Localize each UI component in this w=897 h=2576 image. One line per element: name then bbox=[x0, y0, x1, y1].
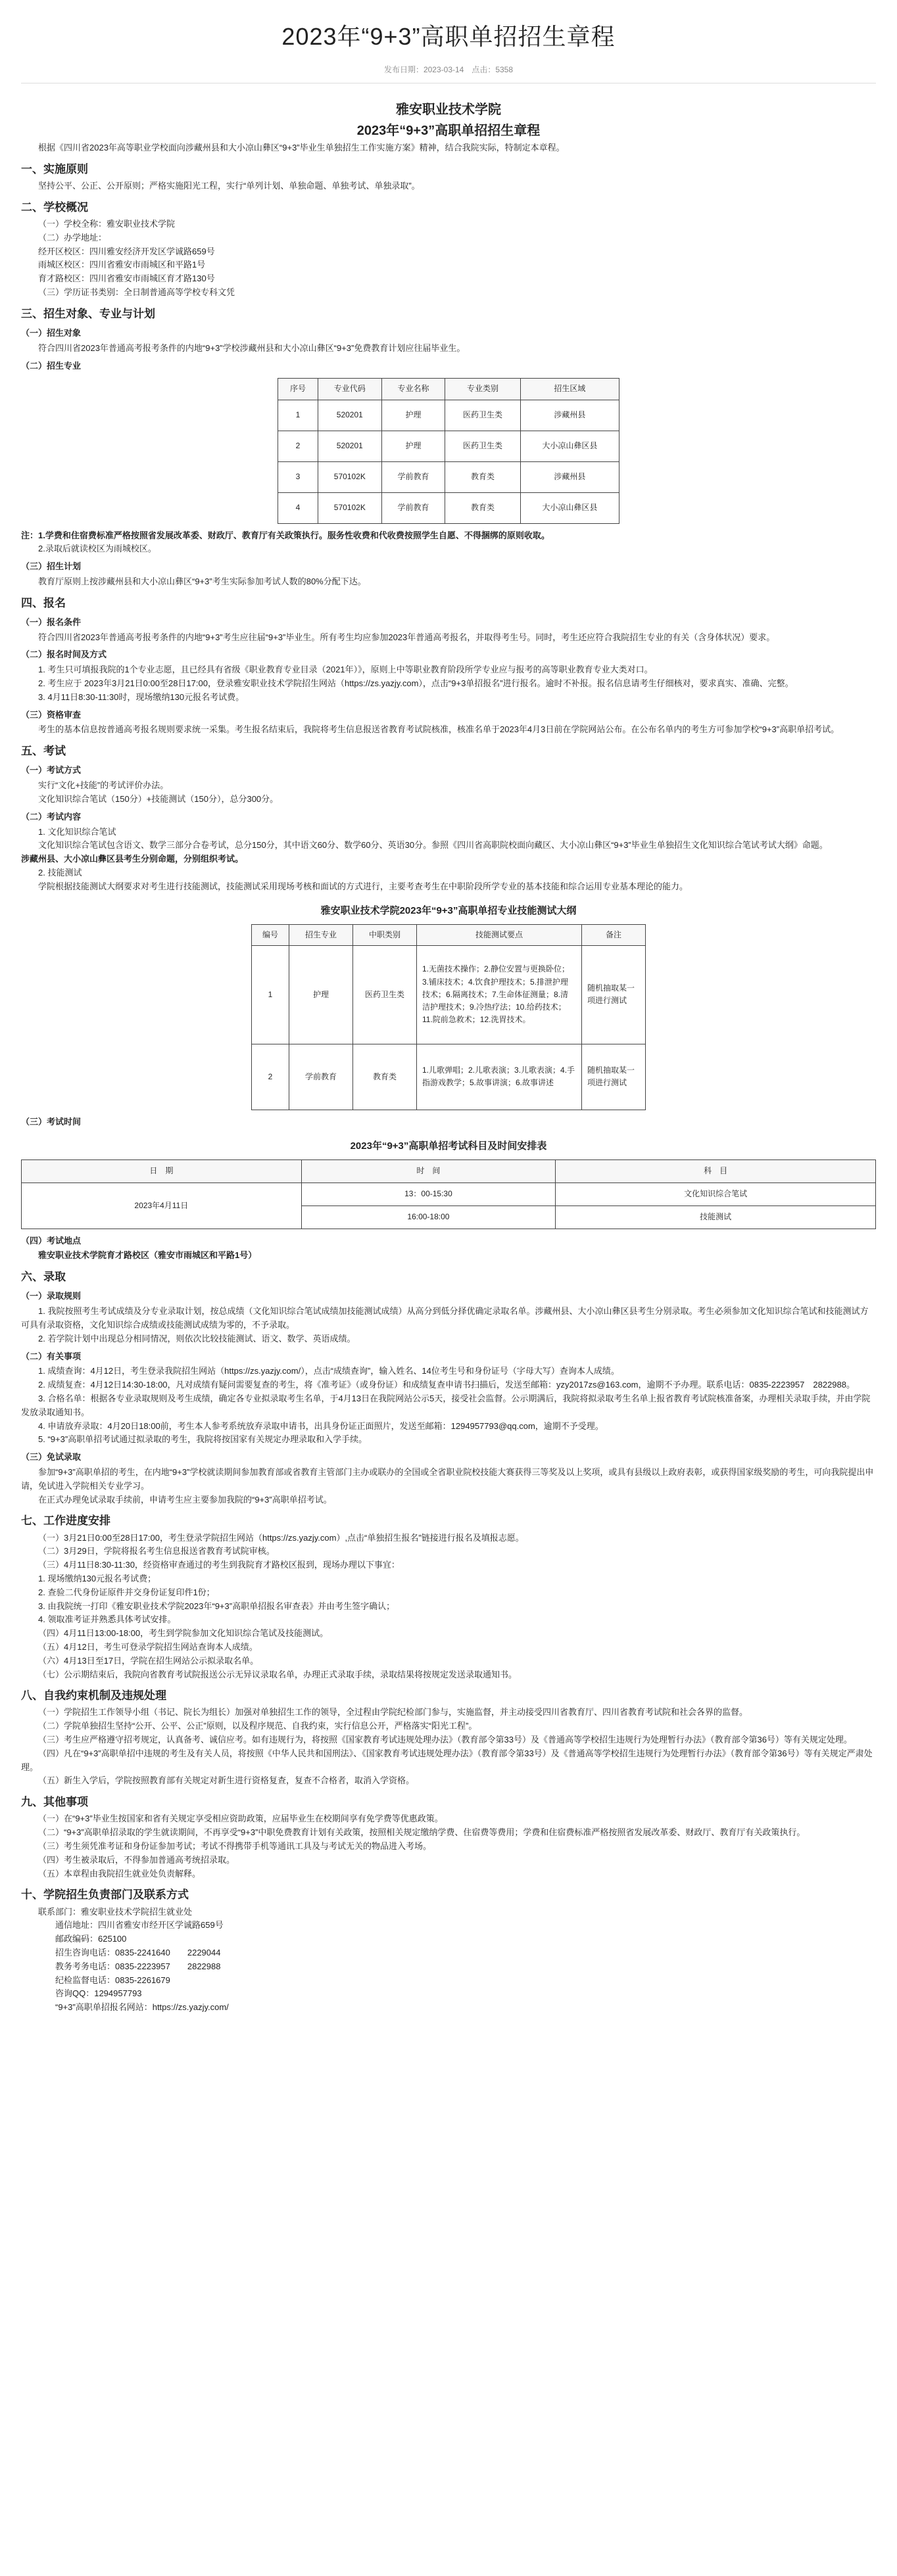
paragraph: 学院根据技能测试大纲要求对考生进行技能测试，技能测试采用现场考核和面试的方式进行，主要考查考生在中职阶段所学专业的基本技能和综合运用专业基本理论的能力。 bbox=[38, 881, 689, 891]
contact-info bbox=[21, 1906, 876, 2015]
table-cell: 护理 bbox=[381, 400, 445, 431]
paragraph: 5. “9+3”高职单招考试通过拟录取的考生，我院将按国家有关规定办理录取和入学手续。 bbox=[38, 1434, 368, 1445]
table-header-cell: 专业名称 bbox=[381, 379, 445, 400]
table-header-row bbox=[278, 379, 619, 400]
paragraph: 4. 领取准考证并熟悉具体考试安排。 bbox=[38, 1614, 176, 1625]
school-info-item: 雨城区校区：四川省雅安市雨城区和平路1号 bbox=[38, 260, 206, 270]
section-8-heading: 八、自我约束机制及违规处理 bbox=[21, 1689, 166, 1702]
school-info-item: （二）办学地址： bbox=[38, 232, 107, 243]
subsection-heading: （三）考试时间 bbox=[21, 1116, 82, 1127]
table-cell: 涉藏州县 bbox=[520, 400, 619, 431]
section-6-heading: 六、录取 bbox=[21, 1271, 66, 1284]
paragraph: 1. 成绩查询：4月12日，考生登录我院招生网站（https://zs.yazjy.com/），点击“成绩查询”，输入姓名、14位考生号和身份证号（字母大写）查询本人成绩。 bbox=[38, 1366, 619, 1376]
paragraph: 1. 考生只可填报我院的1个专业志愿，且已经具有省级《职业教育专业目录（2021年）》，原则上中等职业教育阶段所学专业应与报考的高等职业教育专业大类对口。 bbox=[38, 665, 653, 675]
paragraph: （四）考生被录取后，不得参加普通高考统招录取。 bbox=[38, 1854, 235, 1865]
paragraph: 2. 考生应于 2023年3月21日0:00至28日17:00，登录雅安职业技术学院招生网站（https://zs.yazjy.com），点击“9+3单招报名”进行报名。逾时不补报。报名信息请考生仔细核对，要求真实、准确、完整。 bbox=[38, 678, 794, 689]
subsection-heading: （一）考试方式 bbox=[21, 765, 82, 776]
section-7-heading: 七、工作进度安排 bbox=[21, 1514, 110, 1528]
table-header-cell: 招生专业 bbox=[289, 924, 353, 945]
table-cell: 医药卫生类 bbox=[353, 945, 417, 1044]
table-cell: 护理 bbox=[381, 431, 445, 461]
contact-line[interactable]: “9+3”高职单招报名网站：https://zs.yazjy.com/ bbox=[55, 2002, 229, 2013]
paragraph: 在正式办理免试录取手续前，申请考生应主要参加我院的“9+3”高职单招考试。 bbox=[38, 1494, 332, 1505]
paragraph: 1. 现场缴纳130元报名考试费； bbox=[38, 1573, 157, 1583]
table-cell: 医药卫生类 bbox=[445, 431, 520, 461]
schedule-table-title: 2023年“9+3”高职单招考试科目及时间安排表 bbox=[350, 1140, 547, 1152]
table-cell: 2 bbox=[278, 431, 318, 461]
subsection-heading: （二）考试内容 bbox=[21, 811, 82, 822]
page-title: 2023年“9+3”高职单招招生章程 bbox=[281, 23, 616, 50]
table-cell: 随机抽取某一项进行测试 bbox=[582, 1044, 646, 1110]
contact-line: 邮政编码：625100 bbox=[55, 1934, 127, 1944]
paragraph: （五）新生入学后，学院按照教育部有关规定对新生进行资格复查，复查不合格者，取消入学资格。 bbox=[38, 1775, 415, 1786]
paragraph: 1. 我院按照考生考试成绩及分专业录取计划，按总成绩（文化知识综合笔试成绩加技能测试成绩）从高分到低分择优确定录取名单。涉藏州县、大小凉山彝区县考生分别录取。考生必须参加文化知识综合笔试和技能测试方可具有录取资格，文化知识综合成绩或技能测试成绩为零的，不予录取。 bbox=[21, 1306, 869, 1330]
subsection-heading: （三）招生计划 bbox=[21, 561, 82, 572]
paragraph: 文化知识综合笔试（150分）+技能测试（150分），总分300分。 bbox=[38, 794, 279, 805]
school-info-item: （三）学历证书类别：全日制普通高等学校专科文凭 bbox=[38, 287, 235, 297]
table-cell: 学前教育 bbox=[381, 492, 445, 523]
contact-line: 咨询QQ：1294957793 bbox=[55, 1988, 142, 1999]
table-cell: 随机抽取某一项进行测试 bbox=[582, 945, 646, 1044]
table-cell: 医药卫生类 bbox=[445, 400, 520, 431]
table-cell: 2023年4月11日 bbox=[22, 1183, 302, 1229]
paragraph: 参加“9+3”高职单招的考生，在内地“9+3”学校就读期间参加教育部或省教育主管部门主办或联办的全国或全省职业院校技能大赛获得三等奖及以上奖项，或具有县级以上政府表彰，或获得国家级奖励的考生，可向我院提出申请，免试进入学院相关专业学习。 bbox=[21, 1466, 874, 1491]
subsection-heading: （三）免试录取 bbox=[21, 1452, 82, 1463]
table-cell: 教育类 bbox=[445, 492, 520, 523]
paragraph: 2. 若学院计划中出现总分相同情况，则依次比较技能测试、语文、数学、英语成绩。 bbox=[38, 1333, 356, 1344]
subsection-heading: （一）招生对象 bbox=[21, 327, 82, 338]
paragraph: 符合四川省2023年普通高考报考条件的内地“9+3”考生应往届“9+3”毕业生。所有考生均应参加2023年普通高考报名，并取得考生号。同时，考生还应符合我院招生专业的有关（含身体状况）要求。 bbox=[38, 632, 775, 642]
subsection-heading: （四）考试地点 bbox=[21, 1235, 82, 1246]
table-cell: 1 bbox=[252, 945, 289, 1044]
table-cell: 4 bbox=[278, 492, 318, 523]
paragraph: （四）凡在“9+3”高职单招中违规的考生及有关人员，将按照《中华人民共和国刑法》、《国家教育考试违规处理办法》（教育部令第33号）及《普通高等学校招生违规行为处理暂行办法》（教育部令第36号）等有关规定严肃处理。 bbox=[21, 1748, 873, 1772]
table-row bbox=[278, 461, 619, 492]
contact-line: 纪检监督电话：0835-2261679 bbox=[55, 1975, 170, 1985]
table-cell: 3 bbox=[278, 461, 318, 492]
subsection-heading: （二）有关事项 bbox=[21, 1351, 82, 1361]
paragraph: （一）学院招生工作领导小组（书记、院长为组长）加强对单独招生工作的领导，全过程由学院纪检部门参与，实施监督，并主动接受四川省教育厅、四川省教育考试院和社会各界的监督。 bbox=[38, 1707, 748, 1718]
table-row bbox=[252, 1044, 646, 1110]
section-1-text: 坚持公平、公正、公开原则；严格实施阳光工程，实行“单列计划、单独命题、单独考试、单独录取”。 bbox=[38, 180, 420, 191]
article-subtitle: 2023年“9+3”高职单招招生章程 bbox=[356, 124, 541, 138]
majors-table bbox=[278, 378, 619, 523]
paragraph: （一）在“9+3”毕业生按国家和省有关规定享受相应资助政策，应届毕业生在校期间享有免学费等优惠政策。 bbox=[38, 1814, 443, 1824]
paragraph: （七）公示期结束后，我院向省教育考试院报送公示无异议录取名单，办理正式录取手续，录取结果将按规定发送录取通知书。 bbox=[38, 1669, 518, 1679]
paragraph: （三）4月11日8:30-11:30，经资格审查通过的考生到我院育才路校区报到，现场办理以下事宜： bbox=[38, 1560, 400, 1570]
section-4-heading: 四、报名 bbox=[21, 596, 66, 609]
contact-line: 联系部门：雅安职业技术学院招生就业处 bbox=[38, 1906, 193, 1917]
school-name: 雅安职业技术学院 bbox=[396, 103, 501, 117]
paragraph: 2. 查验二代身份证原件并交身份证复印件1份； bbox=[38, 1587, 215, 1597]
table-cell: 护理 bbox=[289, 945, 353, 1044]
table-cell: 1.儿歌弹唱；2.儿歌表演；3.儿歌表演；4.手指游戏教学；5.故事讲演；6.故事讲述 bbox=[417, 1044, 582, 1110]
table-cell: 大小凉山彝区县 bbox=[520, 492, 619, 523]
school-info-item: 经开区校区：四川雅安经济开发区学诚路659号 bbox=[38, 246, 215, 256]
paragraph: （六）4月13日至17日，学院在招生网站公示拟录取名单。 bbox=[38, 1655, 259, 1666]
table-cell: 520201 bbox=[318, 431, 381, 461]
section-5-heading: 五、考试 bbox=[21, 745, 66, 758]
paragraph: （二）学院单独招生坚持“公开、公平、公正”原则，以及程序规范、自我约束，实行信息公开，严格落实“阳光工程”。 bbox=[38, 1721, 477, 1731]
table-row bbox=[278, 492, 619, 523]
table-row bbox=[278, 400, 619, 431]
table-cell: 16:00-18:00 bbox=[301, 1206, 556, 1229]
table-cell: 1 bbox=[278, 400, 318, 431]
paragraph: 3. 由我院统一打印《雅安职业技术学院2023年“9+3”高职单招报名审查表》并由考生签字确认； bbox=[38, 1601, 395, 1611]
paragraph: 考生的基本信息按普通高考报名规则要求统一采集。考生报名结束后，我院将考生信息报送省教育考试院核准，核准名单于2023年4月3日前在学院网站公布。在公布名单内的考生方可参加学校“9+3”高职单招考试。 bbox=[38, 724, 840, 735]
article-body bbox=[0, 83, 897, 2015]
paragraph: （二）“9+3”高职单招录取的学生就读期间，不再享受“9+3”中职免费教育计划有关政策，按照相关规定缴纳学费、住宿费等费用；学费和住宿费标准严格按照省发展改革委、财政厅、教育厅有关政策执行。 bbox=[38, 1827, 806, 1838]
table-row bbox=[278, 431, 619, 461]
contact-line: 教务考务电话：0835-2223957 2822988 bbox=[55, 1961, 221, 1971]
note-text: 注：1.学费和住宿费标准严格按照省发展改革委、财政厅、教育厅有关政策执行。服务性收费和代收费按照学生自愿、不得捆绑的原则收取。 bbox=[21, 530, 550, 540]
contact-line: 招生咨询电话：0835-2241640 2229044 bbox=[55, 1948, 221, 1958]
school-info-item: （一）学校全称：雅安职业技术学院 bbox=[38, 218, 176, 229]
table-header-cell: 技能测试要点 bbox=[417, 924, 582, 945]
table-header-cell: 专业类别 bbox=[445, 379, 520, 400]
subsection-heading: （二）报名时间及方式 bbox=[21, 649, 107, 660]
paragraph: 2. 技能测试 bbox=[38, 868, 82, 878]
subsection-heading: （一）录取规则 bbox=[21, 1291, 82, 1301]
paragraph: 符合四川省2023年普通高考报考条件的内地“9+3”学校涉藏州县和大小凉山彝区“9+3”免费教育计划应往届毕业生。 bbox=[38, 342, 466, 353]
table-row bbox=[22, 1183, 876, 1206]
table-header-cell: 编号 bbox=[252, 924, 289, 945]
paragraph: 教育厅原则上按涉藏州县和大小凉山彝区“9+3”考生实际参加考试人数的80%分配下达。 bbox=[38, 576, 366, 586]
paragraph: （三）考生须凭准考证和身份证参加考试；考试不得携带手机等通讯工具及与考试无关的物品进入考场。 bbox=[38, 1841, 432, 1852]
table-cell: 13：00-15:30 bbox=[301, 1183, 556, 1206]
note-text: 2.录取后就读校区为雨城校区。 bbox=[38, 544, 157, 554]
table-header-cell: 专业代码 bbox=[318, 379, 381, 400]
table-cell: 学前教育 bbox=[289, 1044, 353, 1110]
paragraph: 3. 4月11日8:30-11:30时，现场缴纳130元报名考试费。 bbox=[38, 691, 245, 702]
table-cell: 技能测试 bbox=[556, 1206, 876, 1229]
publish-meta: 发布日期：2023-03-14 点击：5358 bbox=[383, 65, 514, 74]
paragraph: （五）本章程由我院招生就业处负责解释。 bbox=[38, 1868, 201, 1879]
paragraph: 涉藏州县、大小凉山彝区县考生分别命题，分别组织考试。 bbox=[21, 854, 244, 864]
table-cell: 学前教育 bbox=[381, 461, 445, 492]
paragraph: 雅安职业技术学院育才路校区（雅安市雨城区和平路1号） bbox=[38, 1250, 257, 1261]
table-cell: 文化知识综合笔试 bbox=[556, 1183, 876, 1206]
table-header-cell: 科 目 bbox=[556, 1159, 876, 1183]
table-cell: 570102K bbox=[318, 492, 381, 523]
table-cell: 570102K bbox=[318, 461, 381, 492]
paragraph: 实行“文化+技能”的考试评价办法。 bbox=[38, 780, 169, 791]
table-cell: 教育类 bbox=[445, 461, 520, 492]
school-info-item: 育才路校区：四川省雅安市雨城区育才路130号 bbox=[38, 273, 215, 284]
paragraph: （二）3月29日，学院将报名考生信息报送省教育考试院审核。 bbox=[38, 1546, 275, 1557]
table-cell: 1.无菌技术操作；2.静位安置与更换卧位；3.铺床技术；4.饮食护理技术；5.排泄护理技术；6.隔离技术；7.生命体征测量；8.清洁护理技术；9.冷热疗法；10.给药技术；11.院前急救术；12.洗胃技术。 bbox=[417, 945, 582, 1044]
table-row bbox=[252, 945, 646, 1044]
table-header-cell: 序号 bbox=[278, 379, 318, 400]
paragraph: 1. 文化知识综合笔试 bbox=[38, 826, 116, 837]
paragraph: 4. 申请放弃录取：4月20日18:00前，考生本人参考系统放弃录取申请书，出具身份证正面照片，发送至邮箱：1294957793@qq.com，逾期不予受理。 bbox=[38, 1420, 604, 1431]
section-10-heading: 十、学院招生负责部门及联系方式 bbox=[21, 1888, 189, 1902]
table-header-cell: 招生区域 bbox=[520, 379, 619, 400]
subsection-heading: （三）资格审查 bbox=[21, 709, 82, 720]
paragraph: （四）4月11日13:00-18:00，考生到学院参加文化知识综合笔试及技能测试。 bbox=[38, 1628, 329, 1639]
paragraph: 文化知识综合笔试包含语文、数学三部分合卷考试，总分150分，其中语文60分、数学60分、英语30分。参照《四川省高职院校面向藏区、大小凉山彝区“9+3”毕业生单独招生文化知识综合笔试考试大纲》命题。 bbox=[38, 840, 828, 851]
paragraph: 3. 合格名单：根据各专业录取规则及考生成绩，确定各专业拟录取考生名单，于4月13日在我院网站公示5天，接受社会监督。公示期满后，我院将拟录取考生名单上报省教育考试院核准备案，办理相关录取手续，并由学院发放录取通知书。 bbox=[21, 1393, 871, 1417]
table-header-cell: 日 期 bbox=[22, 1159, 302, 1183]
paragraph: （三）考生应严格遵守招考规定，认真备考、诚信应考。如有违规行为，将按照《国家教育考试违规处理办法》（教育部令第33号）及《普通高等学校招生违规行为处理暂行办法》（教育部令第36号）等有关规定处理。 bbox=[38, 1735, 852, 1745]
section-2-heading: 二、学校概况 bbox=[21, 200, 88, 214]
schedule-table bbox=[21, 1159, 876, 1229]
table-cell: 大小凉山彝区县 bbox=[520, 431, 619, 461]
section-1-heading: 一、实施原则 bbox=[21, 162, 88, 176]
table-header-cell: 时 间 bbox=[301, 1159, 556, 1183]
table-header-cell: 备注 bbox=[582, 924, 646, 945]
skills-table bbox=[251, 924, 646, 1110]
school-info-list bbox=[21, 218, 876, 300]
table-header-row bbox=[252, 924, 646, 945]
table-header-cell: 中职类别 bbox=[353, 924, 417, 945]
intro-paragraph: 根据《四川省2023年高等职业学校面向涉藏州县和大小凉山彝区“9+3”毕业生单独招生工作实施方案》精神，结合我院实际，特制定本章程。 bbox=[38, 143, 565, 152]
paragraph: （一）3月21日0:00至28日17:00，考生登录学院招生网站（https://zs.yazjy.com）,点击“单独招生报名”链接进行报名及填报志愿。 bbox=[38, 1532, 524, 1543]
section-9-heading: 九、其他事项 bbox=[21, 1796, 88, 1809]
paragraph: （五）4月12日，考生可登录学院招生网站查询本人成绩。 bbox=[38, 1641, 258, 1652]
table-cell: 教育类 bbox=[353, 1044, 417, 1110]
table-header-row bbox=[22, 1159, 876, 1183]
section-3-heading: 三、招生对象、专业与计划 bbox=[21, 307, 155, 320]
subsection-heading: （一）报名条件 bbox=[21, 617, 82, 627]
table-cell: 涉藏州县 bbox=[520, 461, 619, 492]
contact-line: 通信地址：四川省雅安市经开区学诚路659号 bbox=[55, 1920, 224, 1931]
table-cell: 520201 bbox=[318, 400, 381, 431]
subsection-heading: （二）招生专业 bbox=[21, 360, 82, 371]
skills-table-title: 雅安职业技术学院2023年“9+3”高职单招专业技能测试大纲 bbox=[320, 904, 577, 916]
paragraph: 2. 成绩复查：4月12日14:30-18:00，凡对成绩有疑问需要复查的考生，将《准考证》（或身份证）和成绩复查申请书扫描后，发送至邮箱：yzy2017zs@163.com，逾期不予办理。联系电话：0835-2223957 2822988。 bbox=[38, 1380, 855, 1390]
table-cell: 2 bbox=[252, 1044, 289, 1110]
